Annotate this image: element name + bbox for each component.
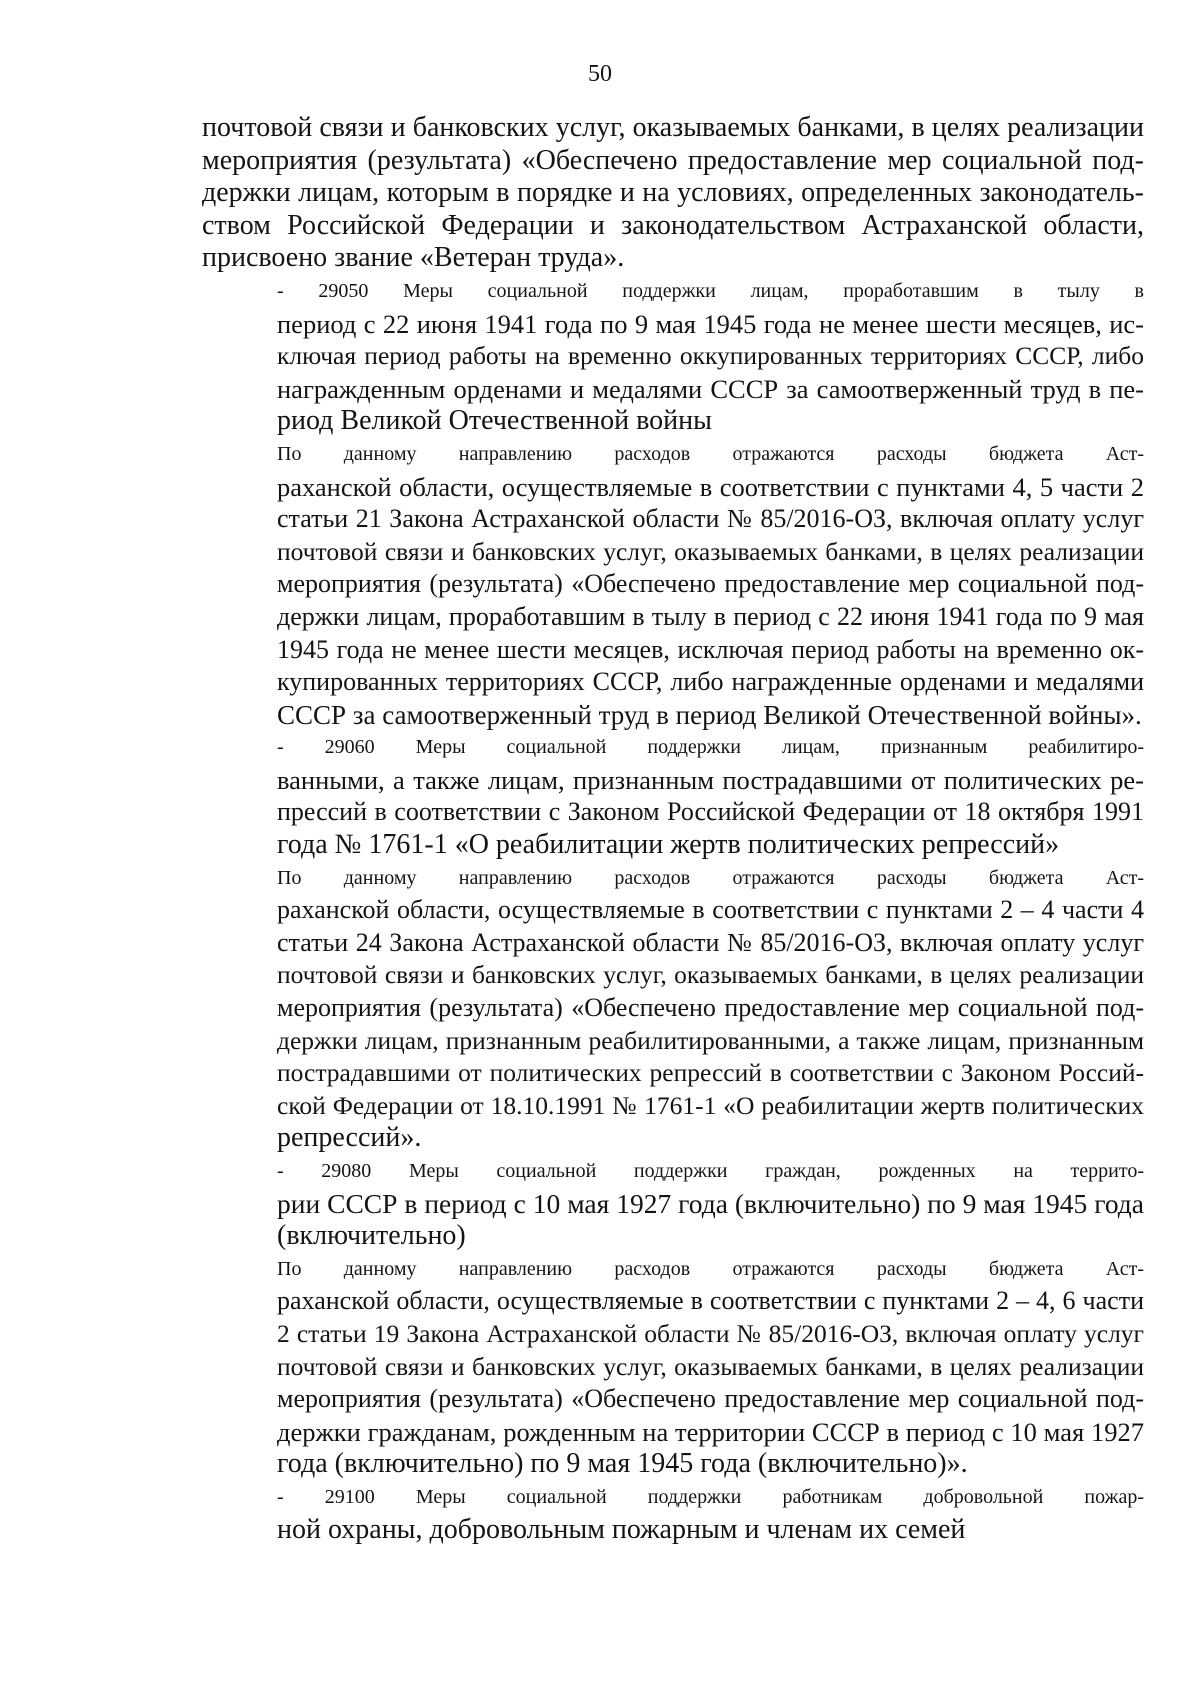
text-line: риод Великой Отечественной войны [277,405,712,437]
paragraph [202,1253,1144,1481]
text-line: мероприятия (результата) «Обеспечено предоставление мер социальной под- [277,1384,1144,1414]
text-line: почтовой связи и банковских услуг, оказываемых банками, в целях реализации [277,960,1144,990]
text-line: - 29080 Меры социальной поддержки граждан, рожденных на террито- [277,1160,1144,1182]
text-line: По данному направлению расходов отражаются расходы бюджета Аст- [277,442,1144,465]
text-line: 1945 года не менее шести месяцев, исключая период работы на временно ок- [277,634,1144,664]
text-line: раханской области, осуществляемые в соответствии с пунктами 2 – 4 части 4 [277,895,1144,925]
text-line: (включительно) [277,1220,466,1252]
text-line: почтовой связи и банковских услуг, оказываемых банками, в целях реализации [202,112,1144,143]
text-line: раханской области, осуществляемые в соответствии с пунктами 4, 5 части 2 [277,471,1144,502]
text-line: ванными, а также лицам, признанным пострадавшими от политических ре- [277,764,1144,795]
text-line: держки лицам, признанным реабилитированными, а также лицам, признанным [277,1025,1144,1055]
text-line: держки лицам, проработавшим в тылу в период с 22 июня 1941 года по 9 мая [277,601,1144,631]
text-line: рии СССР в период с 10 мая 1927 года (включительно) по 9 мая 1945 года [277,1187,1144,1219]
text-line: ключая период работы на временно оккупированных территориях СССР, либо [277,341,1144,371]
text-line: - 29050 Меры социальной поддержки лицам, проработавшим в тылу в [277,279,1144,302]
text-line: статьи 24 Закона Астраханской области № 85/2016-ОЗ, включая оплату услуг [277,927,1144,957]
document-body [202,112,1144,1546]
text-line: пострадавшими от политических репрессий в соответствии с Законом Россий- [277,1058,1144,1088]
paragraph [202,112,1144,275]
text-line: награжденным орденами и медалями СССР за самоотверженный труд в пе- [277,373,1144,404]
text-line: - 29060 Меры социальной поддержки лицам, признанным реабилитиро- [277,736,1144,759]
text-line: - 29100 Меры социальной поддержки работникам добровольной пожар- [277,1485,1144,1508]
text-line: статьи 21 Закона Астраханской области № 85/2016-ОЗ, включая оплату услуг [277,504,1144,534]
paragraph [202,862,1144,1155]
text-line: СССР за самоотверженный труд в период Великой Отечественной войны». [277,699,1142,730]
text-line: присвоено звание «Ветеран труда». [202,242,625,274]
text-line: мероприятия (результата) «Обеспечено предоставление мер социальной под- [277,993,1144,1023]
text-line: почтовой связи и банковских услуг, оказываемых банками, в целях реализации [277,536,1144,566]
text-line: репрессий». [277,1122,422,1154]
text-line: держки гражданам, рожденным на территории СССР в период с 10 мая 1927 [277,1416,1144,1447]
text-line: ством Российской Федерации и законодательством Астраханской области, [202,209,1144,241]
text-line: года № 1761-1 «О реабилитации жертв политических репрессий» [277,829,1060,861]
text-line: мероприятия (результата) «Обеспечено предоставление мер социальной под- [202,144,1144,176]
paragraph [202,1481,1144,1546]
paragraph [202,438,1144,731]
text-line: мероприятия (результата) «Обеспечено предоставление мер социальной под- [277,569,1144,599]
paragraph [202,275,1144,438]
page-number: 50 [588,61,612,87]
text-line: период с 22 июня 1941 года по 9 мая 1945 года не менее шести месяцев, ис- [277,308,1144,339]
text-line: прессий в соответствии с Законом Российской Федерации от 18 октября 1991 [277,797,1144,827]
text-line: держки лицам, которым в порядке и на условиях, определенных законодатель- [202,177,1144,209]
text-line: ной охраны, добровольным пожарным и членам их семей [277,1513,966,1545]
text-line: ской Федерации от 18.10.1991 № 1761-1 «О реабилитации жертв политических [277,1090,1144,1120]
text-line: купированных территориях СССР, либо награжденные орденами и медалями [277,667,1144,697]
text-line: 2 статьи 19 Закона Астраханской области № 85/2016-ОЗ, включая оплату услуг [277,1318,1144,1348]
text-line: раханской области, осуществляемые в соответствии с пунктами 2 – 4, 6 части [277,1286,1144,1316]
text-line: года (включительно) по 9 мая 1945 года (включительно)». [277,1448,968,1480]
paragraph [202,1155,1144,1253]
text-line: По данному направлению расходов отражаются расходы бюджета Аст- [277,866,1144,889]
paragraph [202,731,1144,861]
text-line: почтовой связи и банковских услуг, оказываемых банками, в целях реализации [277,1351,1144,1381]
text-line: По данному направлению расходов отражаются расходы бюджета Аст- [277,1257,1144,1280]
